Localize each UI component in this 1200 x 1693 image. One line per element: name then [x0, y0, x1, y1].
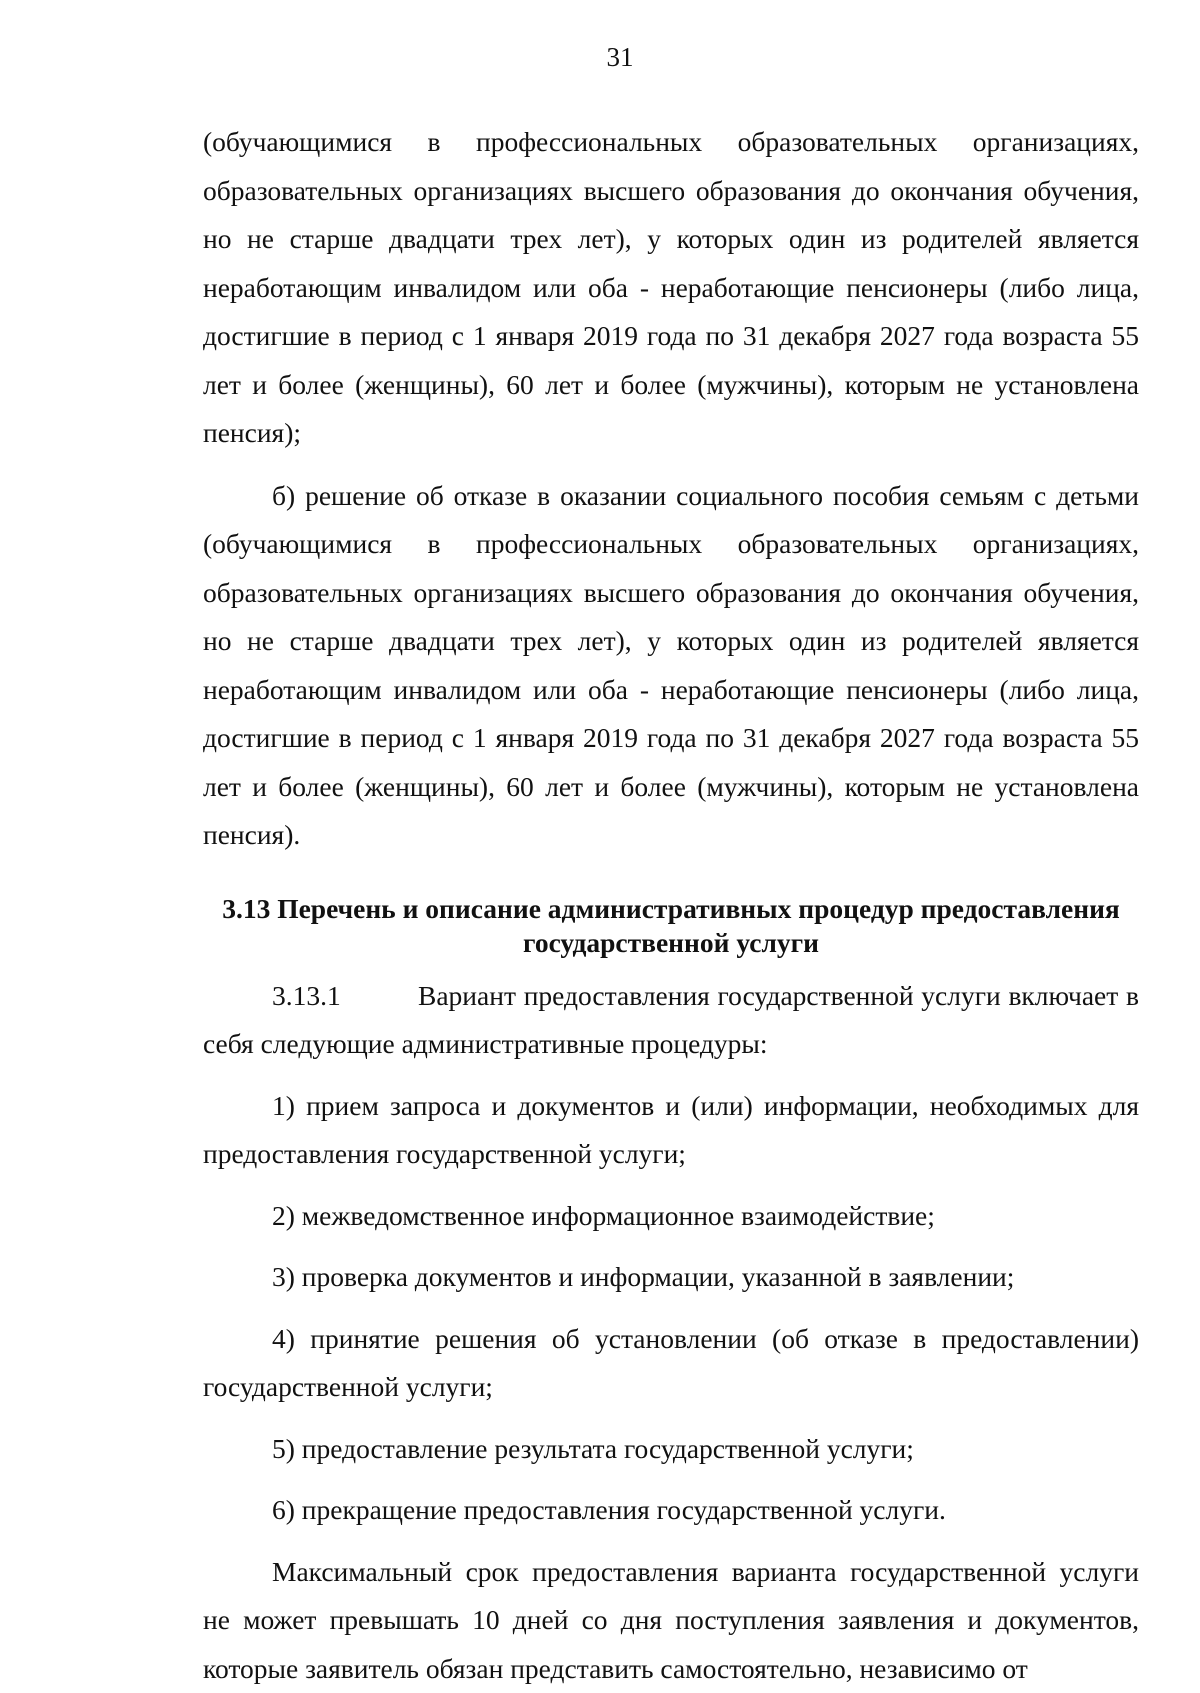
list-item-1: 1) прием запроса и документов и (или) информации, необходимых для предоставления государственной услуги; — [203, 1082, 1139, 1179]
closing-paragraph: Максимальный срок предоставления варианта государственной услуги не может превышать 10 дней со дня поступления заявления и документов, которые заявитель обязан представить самостоятельно, независимо от — [203, 1548, 1139, 1693]
page-number: 31 — [0, 42, 1200, 73]
subsection-text: Вариант предоставления государственной услуги включает в себя следующие административные процедуры: — [203, 980, 1139, 1060]
section-heading-line2: государственной услуги — [203, 926, 1139, 960]
section-heading — [203, 892, 1139, 960]
list-item-2: 2) межведомственное информационное взаимодействие; — [203, 1192, 1139, 1241]
list-item-3: 3) проверка документов и информации, указанной в заявлении; — [203, 1253, 1139, 1302]
paragraph-continuation: (обучающимися в профессиональных образовательных организациях, образовательных организациях высшего образования до окончания обучения, но не старше двадцати трех лет), у которых один из родителей является неработающим инвалидом или оба - неработающие пенсионеры (либо лица, достигшие в период с 1 января 2019 года по 31 декабря 2027 года возраста 55 лет и более (женщины), 60 лет и более (мужчины), которым не установлена пенсия); — [203, 118, 1139, 458]
subsection-number: 3.13.1 — [272, 972, 418, 1021]
document-body — [203, 118, 1139, 1693]
list-item-6: 6) прекращение предоставления государственной услуги. — [203, 1486, 1139, 1535]
list-item-4: 4) принятие решения об установлении (об отказе в предоставлении) государственной услуги; — [203, 1315, 1139, 1412]
subsection-3-13-1 — [203, 972, 1139, 1069]
list-item-5: 5) предоставление результата государственной услуги; — [203, 1425, 1139, 1474]
section-heading-line1: 3.13 Перечень и описание административных процедур предоставления — [203, 892, 1139, 926]
paragraph-b: б) решение об отказе в оказании социального пособия семьям с детьми (обучающимися в профессиональных образовательных организациях, образовательных организациях высшего образования до окончания обучения, но не старше двадцати трех лет), у которых один из родителей является неработающим инвалидом или оба - неработающие пенсионеры (либо лица, достигшие в период с 1 января 2019 года по 31 декабря 2027 года возраста 55 лет и более (женщины), 60 лет и более (мужчины), которым не установлена пенсия). — [203, 472, 1139, 860]
